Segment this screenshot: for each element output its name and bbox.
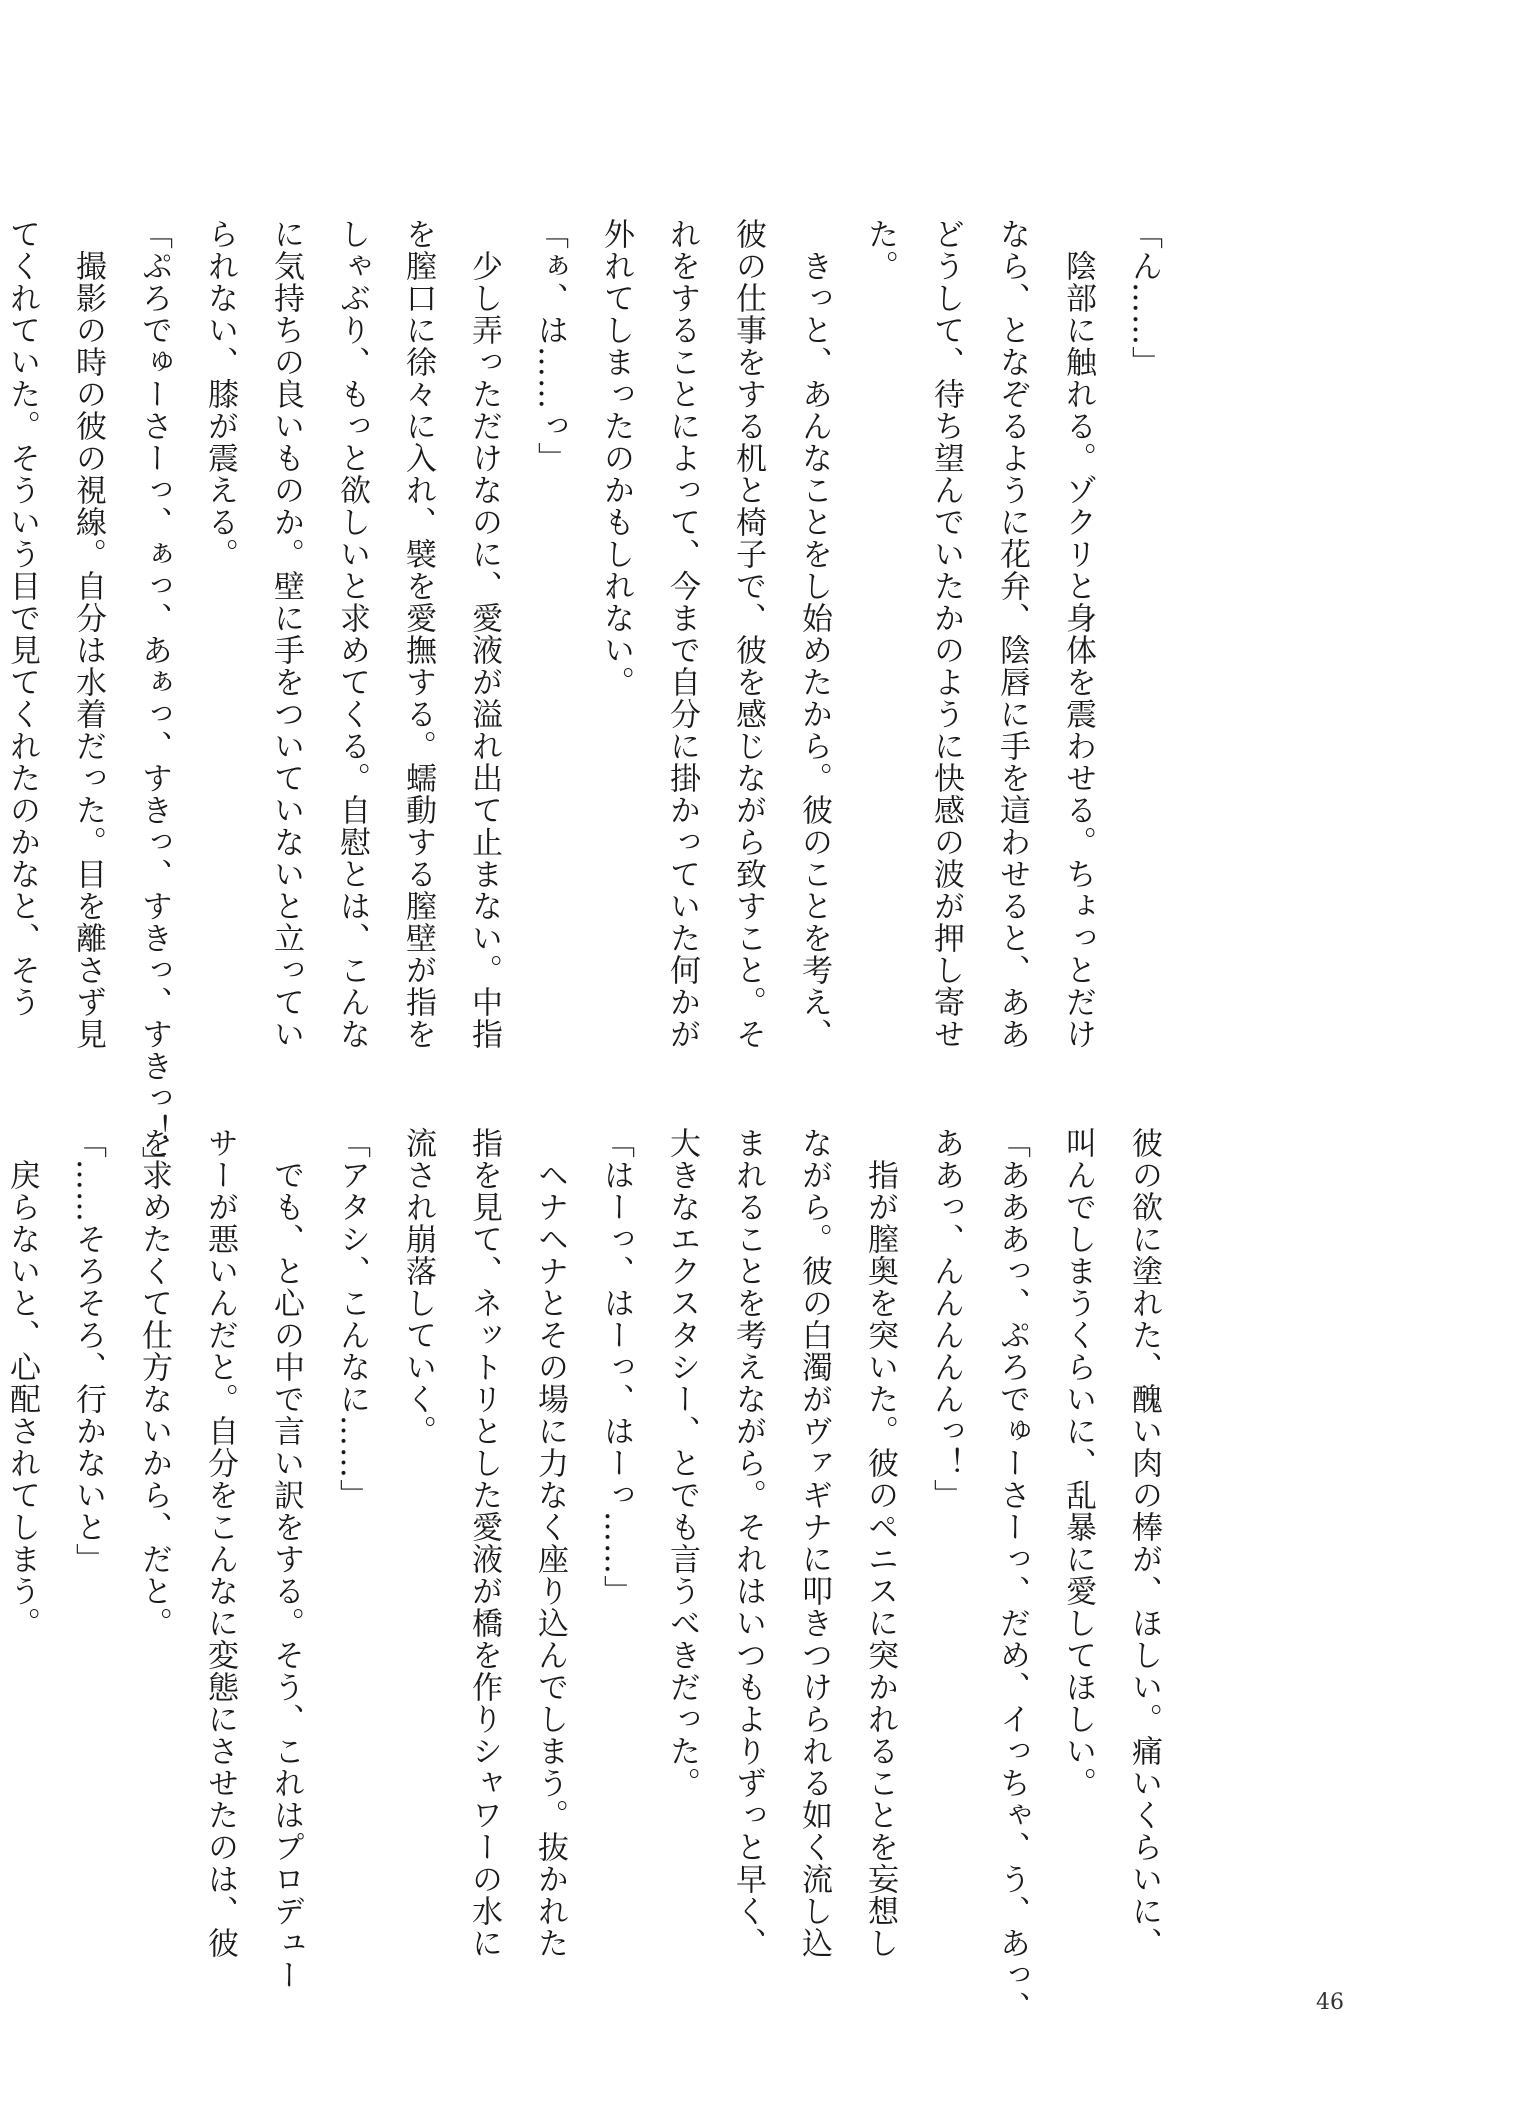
text-line: 叫んでしまうくらいに、乱暴に愛してほしい。 — [1060, 1127, 1096, 1799]
text-line: まれることを考えながら。それはいつもよりずっと早く、 — [730, 1127, 766, 1959]
text-line: 「ぷろでゅーさーっ、ぁっ、あぁっ、すきっ、すきっ、すきっ！」 — [136, 218, 172, 1178]
text-line: サーが悪いんだと。自分をこんなに変態にさせたのは、彼 — [202, 1127, 238, 1959]
text-line: 少し弄っただけなのに、愛液が溢れ出て止まない。中指 — [466, 218, 502, 1050]
text-line: ながら。彼の白濁がヴァギナに叩きつけられる如く流し込 — [796, 1127, 832, 1959]
text-line: でも、と心の中で言い訳をする。そう、これはプロデュー — [268, 1127, 304, 1991]
text-line: 彼の欲に塗れた、醜い肉の棒が、ほしい。痛いくらいに、 — [1126, 1127, 1162, 1959]
text-line: 指が膣奥を突いた。彼のペニスに突かれることを妄想し — [862, 1127, 898, 1959]
text-line: た。 — [862, 218, 898, 282]
text-line: 「……そろそろ、行かないと」 — [70, 1127, 106, 1575]
text-line: どうして、待ち望んでいたかのように快感の波が押し寄せ — [928, 218, 964, 1050]
text-line: ああっ、んんんんんっ！」 — [928, 1127, 964, 1511]
text-line: 外れてしまったのかもしれない。 — [598, 218, 634, 698]
text-line: 「ん……」 — [1126, 218, 1162, 378]
text-column-lower — [4, 1127, 1177, 2023]
text-line: 撮影の時の彼の視線。自分は水着だった。目を離さず見 — [70, 218, 106, 1050]
text-line: を求めたくて仕方ないから、だと。 — [136, 1127, 172, 1639]
text-line: 彼の仕事をする机と椅子で、彼を感じながら致すこと。そ — [730, 218, 766, 1050]
text-line: 大きなエクスタシー、とでも言うべきだった。 — [664, 1127, 700, 1799]
text-line: を膣口に徐々に入れ、襞を愛撫する。蠕動する膣壁が指を — [400, 218, 436, 1050]
text-line: 「ぁ、は……っ」 — [532, 218, 568, 474]
text-line: られない、膝が震える。 — [202, 218, 238, 570]
text-line: 「はーっ、はーっ、はーっ……」 — [598, 1127, 634, 1607]
text-line: きっと、あんなことをし始めたから。彼のことを考え、 — [796, 218, 832, 1050]
text-line: なら、となぞるように花弁、陰唇に手を這わせると、ああ — [994, 218, 1030, 1050]
text-line: 指を見て、ネットリとした愛液が橋を作りシャワーの水に — [466, 1127, 502, 1959]
text-line: 「あああっ、ぷろでゅーさーっ、だめ、イっちゃ、う、あっ、 — [994, 1127, 1030, 2023]
text-line: に気持ちの良いものか。壁に手をついていないと立ってい — [268, 218, 304, 1050]
text-column-upper — [4, 218, 1177, 1178]
text-line: てくれていた。そういう目で見てくれたのかなと、そう — [4, 218, 40, 1018]
text-line: 戻らないと、心配されてしまう。 — [4, 1127, 40, 1639]
page-number: 46 — [1316, 1990, 1344, 2015]
text-line: 「アタシ、こんなに……」 — [334, 1127, 370, 1511]
text-line: れをすることによって、今まで自分に掛かっていた何かが — [664, 218, 700, 1050]
text-line: ヘナヘナとその場に力なく座り込んでしまう。抜かれた — [532, 1127, 568, 1959]
text-line: 流され崩落していく。 — [400, 1127, 436, 1447]
text-line: 陰部に触れる。ゾクリと身体を震わせる。ちょっとだけ — [1060, 218, 1096, 1050]
text-line: しゃぶり、もっと欲しいと求めてくる。自慰とは、こんな — [334, 218, 370, 1050]
